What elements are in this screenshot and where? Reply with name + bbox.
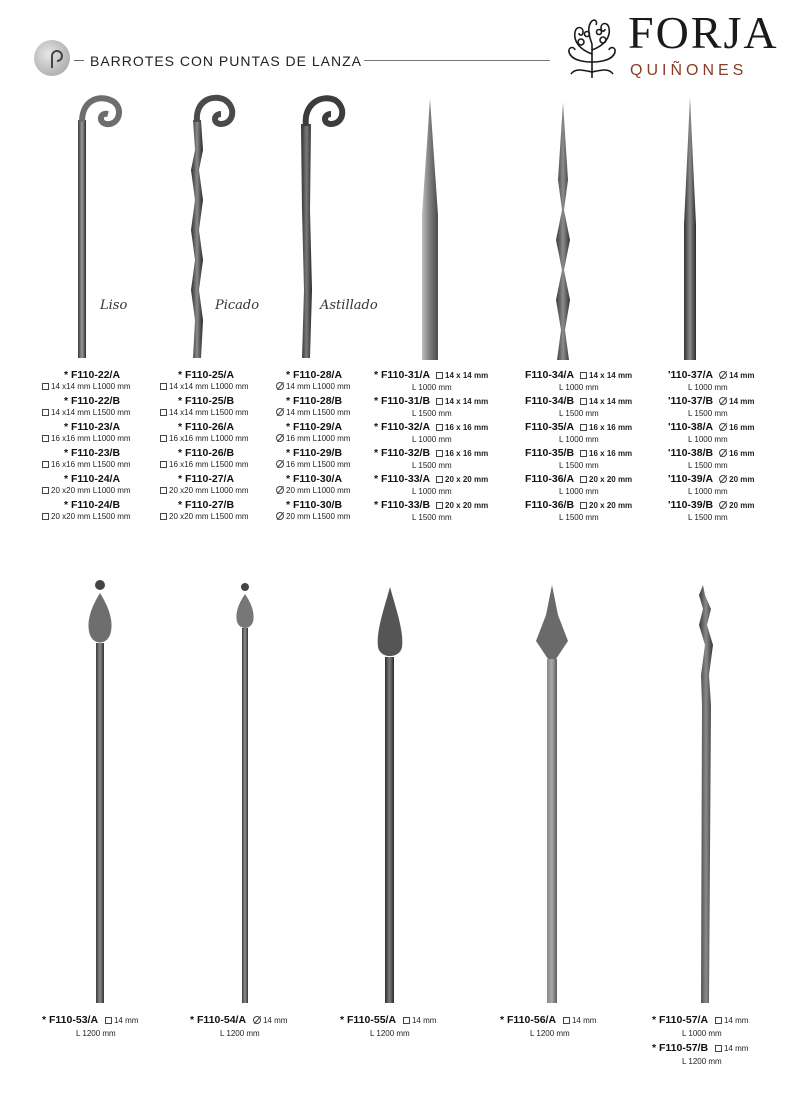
product-entry bbox=[668, 447, 798, 473]
product-length: L 1500 mm bbox=[559, 409, 599, 418]
product-code: * F110-27/B bbox=[178, 499, 235, 511]
product-entry bbox=[668, 421, 798, 447]
round-section-icon bbox=[719, 371, 727, 379]
product-dims: 14 x14 mm L1000 mm bbox=[169, 382, 249, 391]
product-dims: 14 x14 mm L1500 mm bbox=[169, 408, 249, 417]
product-code: * F110-30/A bbox=[286, 473, 343, 485]
product-code: * F110-53/A bbox=[42, 1014, 99, 1026]
square-section-icon bbox=[436, 476, 443, 483]
product-code: * F110-56/A bbox=[500, 1014, 557, 1026]
product-dims: 16 x16 mm L1000 mm bbox=[51, 434, 131, 443]
product-entry bbox=[525, 499, 675, 525]
bar-astillado-image bbox=[285, 90, 375, 360]
product-size: 14 x 14 mm bbox=[589, 397, 633, 406]
product-length: L 1500 mm bbox=[412, 409, 452, 418]
product-size: 20 x 20 mm bbox=[445, 501, 489, 510]
spear-bar-57-image bbox=[685, 585, 725, 1005]
square-section-icon bbox=[160, 461, 167, 468]
product-length: L 1000 mm bbox=[559, 383, 599, 392]
header-rule bbox=[364, 60, 550, 61]
product-size: 14 mm bbox=[262, 1016, 288, 1025]
product-entry bbox=[652, 1014, 748, 1039]
product-code: F110-35/B bbox=[525, 447, 575, 459]
round-section-icon bbox=[719, 423, 727, 431]
product-size: 16 mm bbox=[729, 423, 755, 432]
square-section-icon bbox=[563, 1017, 570, 1024]
product-entry bbox=[374, 473, 524, 499]
product-length: L 1200 mm bbox=[76, 1029, 116, 1038]
product-size: 16 x 16 mm bbox=[445, 423, 489, 432]
product-length: L 1500 mm bbox=[559, 513, 599, 522]
square-section-icon bbox=[436, 398, 443, 405]
product-size: 16 x 16 mm bbox=[445, 449, 489, 458]
product-code: F110-36/A bbox=[525, 473, 575, 485]
round-section-icon bbox=[276, 408, 284, 416]
square-section-icon bbox=[105, 1017, 112, 1024]
product-code: * F110-31/B bbox=[374, 395, 431, 407]
square-section-icon bbox=[160, 513, 167, 520]
product-length: L 1000 mm bbox=[412, 487, 452, 496]
product-entry bbox=[374, 447, 524, 473]
product-code: * F110-24/B bbox=[64, 499, 121, 511]
product-entry bbox=[374, 421, 524, 447]
square-section-icon bbox=[42, 435, 49, 442]
product-entry bbox=[668, 499, 798, 525]
round-section-icon bbox=[276, 486, 284, 494]
product-dims: 20 mm L1500 mm bbox=[286, 512, 351, 521]
product-code: * F110-25/A bbox=[178, 369, 235, 381]
square-section-icon bbox=[436, 502, 443, 509]
product-code: F110-36/B bbox=[525, 499, 575, 511]
product-size: 14 mm bbox=[723, 1016, 749, 1025]
product-entry bbox=[374, 499, 524, 525]
bar-pointed-round-image bbox=[670, 95, 710, 360]
product-code: * F110-32/B bbox=[374, 447, 431, 459]
square-section-icon bbox=[580, 450, 587, 457]
product-code: * F110-29/A bbox=[286, 421, 343, 433]
product-length: L 1500 mm bbox=[688, 409, 728, 418]
product-length: L 1500 mm bbox=[688, 461, 728, 470]
page-title: BARROTES CON PUNTAS DE LANZA bbox=[90, 53, 363, 69]
product-size: 14 mm bbox=[411, 1016, 437, 1025]
square-section-icon bbox=[436, 450, 443, 457]
square-section-icon bbox=[160, 383, 167, 390]
product-dims: 16 x16 mm L1500 mm bbox=[169, 460, 249, 469]
product-code: * F110-33/B bbox=[374, 499, 431, 511]
bar-liso-image bbox=[60, 90, 150, 360]
product-code: '110-39/B bbox=[668, 499, 714, 511]
spear-bar-56-image bbox=[530, 585, 574, 1005]
square-section-icon bbox=[580, 476, 587, 483]
product-code: F110-34/A bbox=[525, 369, 575, 381]
square-section-icon bbox=[42, 383, 49, 390]
product-code: * F110-25/B bbox=[178, 395, 235, 407]
product-length: L 1000 mm bbox=[412, 435, 452, 444]
spear-bar-55-image bbox=[370, 585, 410, 1005]
product-dims: 16 mm L1000 mm bbox=[286, 434, 351, 443]
codes-column-pointed-square bbox=[374, 369, 524, 525]
product-code: * F110-32/A bbox=[374, 421, 431, 433]
product-length: L 1000 mm bbox=[559, 487, 599, 496]
square-section-icon bbox=[580, 502, 587, 509]
product-code: '110-37/B bbox=[668, 395, 714, 407]
product-length: L 1200 mm bbox=[682, 1057, 722, 1066]
product-code: * F110-54/A bbox=[190, 1014, 247, 1026]
round-section-icon bbox=[276, 434, 284, 442]
square-section-icon bbox=[715, 1017, 722, 1024]
product-length: L 1000 mm bbox=[688, 435, 728, 444]
label-picado: Picado bbox=[215, 298, 260, 313]
product-length: L 1500 mm bbox=[412, 461, 452, 470]
product-code: '110-39/A bbox=[668, 473, 714, 485]
round-section-icon bbox=[719, 501, 727, 509]
product-code: * F110-27/A bbox=[178, 473, 235, 485]
round-section-icon bbox=[276, 382, 284, 390]
product-length: L 1000 mm bbox=[412, 383, 452, 392]
product-code: * F110-33/A bbox=[374, 473, 431, 485]
product-dims: 14 mm L1000 mm bbox=[286, 382, 351, 391]
round-section-icon bbox=[276, 512, 284, 520]
product-size: 16 x 16 mm bbox=[589, 423, 633, 432]
product-dims: 20 x20 mm L1000 mm bbox=[169, 486, 249, 495]
product-entry bbox=[374, 369, 524, 395]
round-section-icon bbox=[719, 475, 727, 483]
product-size: 14 x 14 mm bbox=[589, 371, 633, 380]
product-dims: 14 mm L1500 mm bbox=[286, 408, 351, 417]
forja-tree-logo bbox=[563, 14, 621, 80]
product-code: * F110-22/B bbox=[64, 395, 121, 407]
product-size: 14 mm bbox=[729, 371, 755, 380]
product-size: 20 x 20 mm bbox=[445, 475, 489, 484]
product-dims: 20 x20 mm L1000 mm bbox=[51, 486, 131, 495]
product-size: 14 x 14 mm bbox=[445, 371, 489, 380]
product-length: L 1200 mm bbox=[530, 1029, 570, 1038]
product-code: F110-35/A bbox=[525, 421, 575, 433]
product-size: 14 x 14 mm bbox=[445, 397, 489, 406]
product-code: * F110-24/A bbox=[64, 473, 121, 485]
round-section-icon bbox=[719, 397, 727, 405]
product-entry bbox=[668, 369, 798, 395]
product-code: * F110-26/B bbox=[178, 447, 235, 459]
product-code: * F110-23/B bbox=[64, 447, 121, 459]
product-size: 20 x 20 mm bbox=[589, 501, 633, 510]
round-section-icon bbox=[253, 1016, 261, 1024]
product-entry bbox=[190, 1014, 287, 1039]
product-code: * F110-23/A bbox=[64, 421, 121, 433]
product-length: L 1000 mm bbox=[688, 487, 728, 496]
round-section-icon bbox=[276, 460, 284, 468]
product-code: * F110-28/B bbox=[286, 395, 343, 407]
product-size: 20 mm bbox=[729, 501, 755, 510]
square-section-icon bbox=[160, 409, 167, 416]
product-size: 16 x 16 mm bbox=[589, 449, 633, 458]
label-astillado: Astillado bbox=[320, 298, 378, 313]
product-length: L 1500 mm bbox=[559, 461, 599, 470]
square-section-icon bbox=[715, 1045, 722, 1052]
product-code: * F110-22/A bbox=[64, 369, 121, 381]
product-code: * F110-57/B bbox=[652, 1042, 709, 1054]
product-size: 14 mm bbox=[113, 1016, 139, 1025]
product-code: * F110-31/A bbox=[374, 369, 431, 381]
product-size: 16 mm bbox=[729, 449, 755, 458]
product-code: '110-37/A bbox=[668, 369, 714, 381]
round-section-icon bbox=[719, 449, 727, 457]
square-section-icon bbox=[42, 487, 49, 494]
product-dims: 16 x16 mm L1000 mm bbox=[169, 434, 249, 443]
codes-column-pointed-twisted bbox=[525, 369, 675, 525]
product-dims: 20 x20 mm L1500 mm bbox=[169, 512, 249, 521]
square-section-icon bbox=[436, 424, 443, 431]
product-entry bbox=[668, 395, 798, 421]
square-section-icon bbox=[403, 1017, 410, 1024]
bar-pointed-square-image bbox=[410, 95, 450, 360]
brand-name: FORJA bbox=[628, 7, 779, 58]
label-liso: Liso bbox=[100, 298, 128, 313]
product-entry bbox=[42, 1014, 138, 1039]
product-code: '110-38/A bbox=[668, 421, 714, 433]
product-length: L 1200 mm bbox=[370, 1029, 410, 1038]
product-code: * F110-28/A bbox=[286, 369, 343, 381]
codes-column-pointed-round bbox=[668, 369, 798, 525]
product-code: * F110-57/A bbox=[652, 1014, 709, 1026]
square-section-icon bbox=[580, 424, 587, 431]
square-section-icon bbox=[160, 435, 167, 442]
product-code: * F110-55/A bbox=[340, 1014, 397, 1026]
brand-subtitle: QUIÑONES bbox=[630, 62, 748, 79]
spear-bar-54-image bbox=[225, 580, 265, 1005]
spear-bar-53-image bbox=[80, 575, 120, 1005]
square-section-icon bbox=[160, 487, 167, 494]
product-entry bbox=[525, 421, 675, 447]
product-length: L 1000 mm bbox=[559, 435, 599, 444]
product-dims: 20 mm L1000 mm bbox=[286, 486, 351, 495]
product-entry bbox=[525, 447, 675, 473]
product-size: 20 mm bbox=[729, 475, 755, 484]
product-dims: 16 mm L1500 mm bbox=[286, 460, 351, 469]
product-size: 14 mm bbox=[729, 397, 755, 406]
product-length: L 1000 mm bbox=[688, 383, 728, 392]
product-code: F110-34/B bbox=[525, 395, 575, 407]
square-section-icon bbox=[42, 513, 49, 520]
product-entry bbox=[668, 473, 798, 499]
product-code: * F110-26/A bbox=[178, 421, 235, 433]
square-section-icon bbox=[42, 409, 49, 416]
product-length: L 1500 mm bbox=[688, 513, 728, 522]
product-length: L 1200 mm bbox=[220, 1029, 260, 1038]
product-size: 14 mm bbox=[571, 1016, 597, 1025]
header-dash bbox=[74, 60, 84, 61]
square-section-icon bbox=[580, 372, 587, 379]
product-entry bbox=[525, 369, 675, 395]
square-section-icon bbox=[436, 372, 443, 379]
square-section-icon bbox=[580, 398, 587, 405]
product-code: * F110-30/B bbox=[286, 499, 343, 511]
product-code: '110-38/B bbox=[668, 447, 714, 459]
product-length: L 1000 mm bbox=[682, 1029, 722, 1038]
section-swirl-icon bbox=[34, 40, 70, 76]
product-entry bbox=[340, 1014, 436, 1039]
product-entry bbox=[652, 1042, 748, 1067]
bar-pointed-twisted-image bbox=[543, 100, 583, 360]
product-code: * F110-29/B bbox=[286, 447, 343, 459]
product-entry bbox=[374, 395, 524, 421]
square-section-icon bbox=[42, 461, 49, 468]
product-dims: 14 x14 mm L1000 mm bbox=[51, 382, 131, 391]
product-entry bbox=[525, 473, 675, 499]
product-dims: 16 x16 mm L1500 mm bbox=[51, 460, 131, 469]
product-dims: 14 x14 mm L1500 mm bbox=[51, 408, 131, 417]
product-size: 20 x 20 mm bbox=[589, 475, 633, 484]
product-dims: 20 x20 mm L1500 mm bbox=[51, 512, 131, 521]
product-length: L 1500 mm bbox=[412, 513, 452, 522]
product-entry bbox=[500, 1014, 596, 1039]
product-size: 14 mm bbox=[723, 1044, 749, 1053]
bar-picado-image bbox=[175, 90, 265, 360]
product-entry bbox=[525, 395, 675, 421]
